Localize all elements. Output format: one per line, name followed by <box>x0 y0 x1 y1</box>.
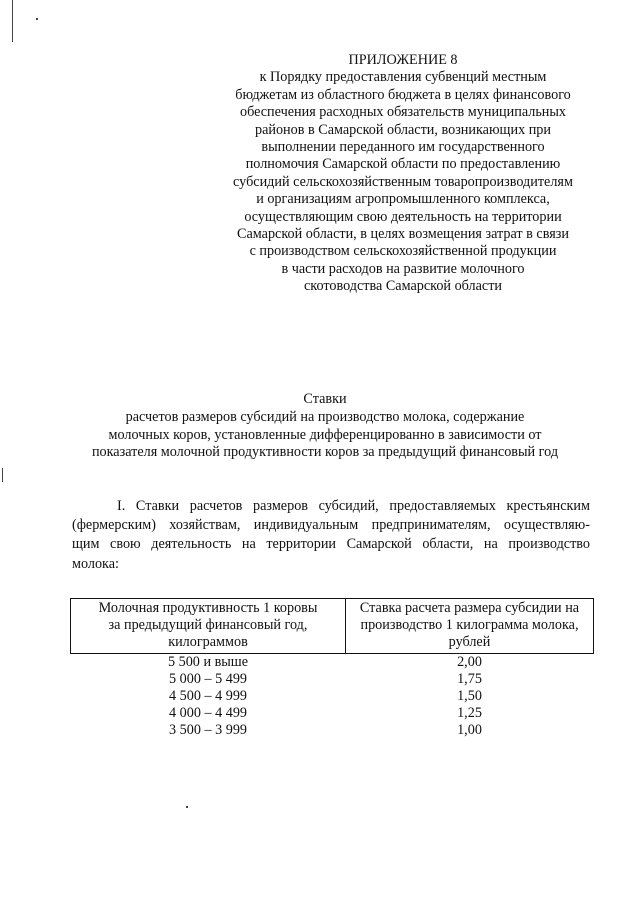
rate-cell: 1,00 <box>457 722 482 738</box>
productivity-cell: 5 500 и выше <box>167 654 249 670</box>
paragraph-line: (фермерским) хозяйствам, индивидуальным предпринимателям, осуществляю- <box>72 517 590 534</box>
appendix-line: выполнении переданного им государственного <box>261 139 545 156</box>
productivity-cell: 4 500 – 4 999 <box>168 688 248 704</box>
table-row <box>71 671 594 688</box>
appendix-line: бюджетам из областного бюджета в целях финансового <box>235 86 571 103</box>
productivity-cell: 3 500 – 3 999 <box>168 722 248 738</box>
appendix-line: обеспечения расходных обязательств муниципальных <box>239 104 567 121</box>
appendix-block <box>218 52 588 296</box>
paragraph-line: молока: <box>72 555 119 572</box>
appendix-line: полномочия Самарской области по предоставлению <box>245 156 561 173</box>
paragraph-line: щим свою деятельность на территории Самарской области, на производство <box>72 536 590 553</box>
heading-line: расчетов размеров субсидий на производство молока, содержание <box>125 408 525 425</box>
table-row <box>71 722 594 739</box>
heading-line: показателя молочной продуктивности коров за предыдущий финансовый год <box>91 444 559 461</box>
rate-cell: 1,25 <box>457 705 482 721</box>
paragraph-line: I. Ставки расчетов размеров субсидий, предоставляемых крестьянским <box>117 498 590 514</box>
appendix-line: в части расходов на развитие молочного <box>281 260 525 277</box>
rate-cell: 1,50 <box>457 688 482 704</box>
appendix-line: к Порядку предоставления субвенций местным <box>259 69 547 86</box>
appendix-line: и организациям агропромышленного комплекса, <box>256 191 550 208</box>
rate-cell: 2,00 <box>457 654 482 670</box>
rate-cell: 1,75 <box>457 671 482 687</box>
column-header-productivity: Молочная продуктивность 1 коровы за предыдущий финансовый год, килограммов <box>71 599 346 654</box>
table-header-row <box>71 599 594 654</box>
appendix-line: субсидий сельскохозяйственным товаропроизводителям <box>233 173 573 190</box>
appendix-line: с производством сельскохозяйственной продукции <box>249 243 557 260</box>
table-row <box>71 654 594 672</box>
productivity-cell: 4 000 – 4 499 <box>168 705 248 721</box>
heading-title: Ставки <box>303 391 347 407</box>
productivity-cell: 5 000 – 5 499 <box>168 671 248 687</box>
appendix-line: Самарской области, в целях возмещения затрат в связи <box>237 226 569 243</box>
rates-table <box>70 598 594 739</box>
column-header-rate: Ставка расчета размера субсидии на производство 1 килограмма молока, рублей <box>346 599 594 654</box>
appendix-line: скотоводства Самарской области <box>304 278 502 295</box>
appendix-line: районов в Самарской области, возникающих при <box>254 121 551 138</box>
appendix-title: ПРИЛОЖЕНИЕ 8 <box>348 52 458 68</box>
heading-line: молочных коров, установленные дифференцированно в зависимости от <box>108 426 542 443</box>
section-paragraph <box>72 497 590 574</box>
table-row <box>71 705 594 722</box>
rates-heading <box>70 391 580 462</box>
table-row <box>71 688 594 705</box>
appendix-line: осуществляющим свою деятельность на территории <box>244 208 562 225</box>
